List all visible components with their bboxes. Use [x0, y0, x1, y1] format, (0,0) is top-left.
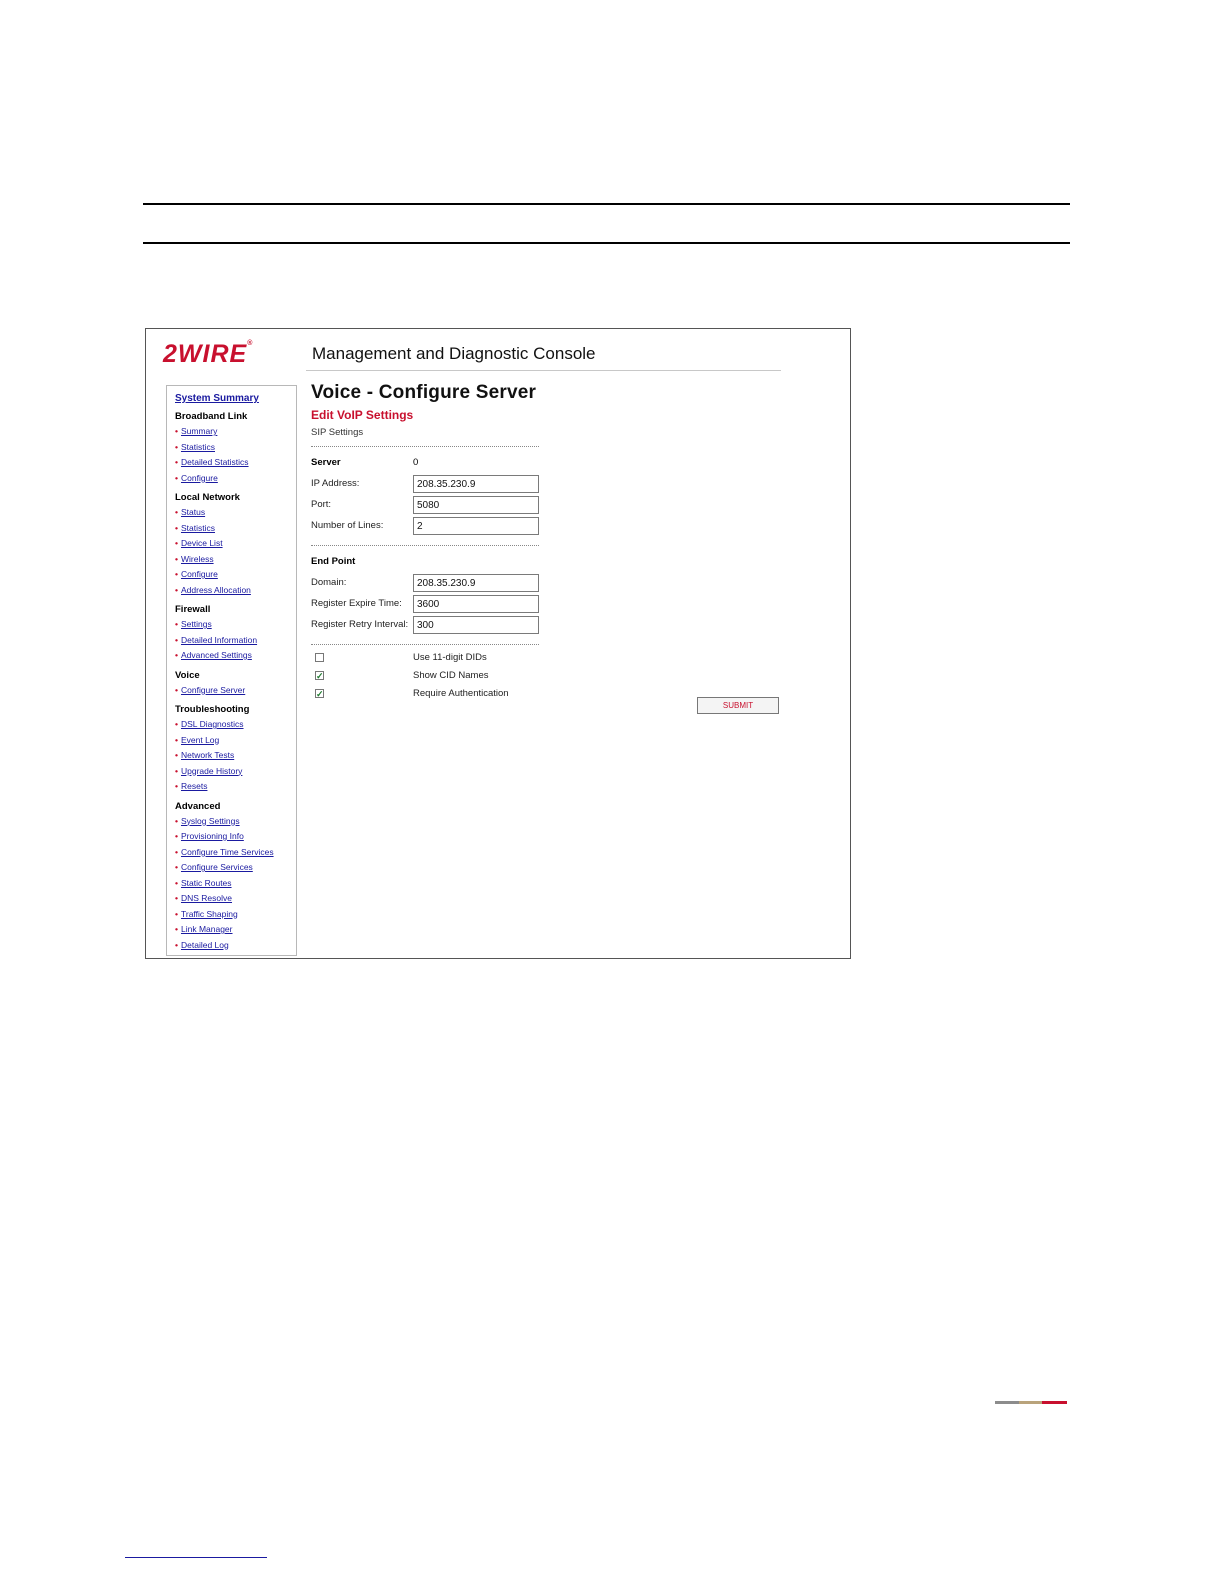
sidebar-link[interactable]: Configure — [180, 472, 218, 483]
sidebar-link[interactable]: Upgrade History — [180, 765, 243, 776]
retry-label: Register Retry Interval: — [311, 619, 409, 630]
sidebar-link[interactable]: Statistics — [180, 522, 215, 533]
bullet-icon: • — [175, 584, 178, 595]
sidebar-link[interactable]: Detailed Statistics — [180, 457, 249, 467]
sidebar-item — [175, 424, 296, 440]
footer-accent-gray — [995, 1401, 1019, 1404]
endpoint-label: End Point — [311, 556, 356, 567]
sidebar-item — [175, 536, 296, 552]
use-11-digit-label: Use 11-digit DIDs — [413, 652, 487, 663]
bullet-icon: • — [175, 634, 178, 645]
sidebar-link[interactable]: DNS Resolve — [180, 893, 233, 903]
sidebar-link[interactable]: Settings — [180, 619, 212, 629]
bullet-icon: • — [175, 908, 178, 919]
page-title: Voice - Configure Server — [311, 382, 537, 403]
use-11-digit-row — [311, 650, 731, 668]
domain-row — [311, 573, 731, 594]
sidebar-item — [175, 633, 296, 649]
sidebar-item — [175, 471, 296, 487]
sidebar-item — [175, 617, 296, 633]
bullet-icon: • — [175, 781, 178, 791]
domain-input[interactable] — [413, 574, 539, 592]
bullet-icon: • — [175, 684, 178, 695]
expire-label: Register Expire Time: — [311, 598, 402, 609]
bullet-icon: • — [175, 846, 178, 857]
nav-section — [175, 704, 296, 795]
bullet-icon: • — [175, 862, 178, 872]
sidebar-item — [175, 764, 296, 780]
header-divider — [306, 370, 781, 371]
sidebar-link[interactable]: Syslog Settings — [180, 815, 240, 826]
show-cid-row — [311, 668, 731, 686]
page-rule-middle — [143, 242, 1070, 244]
sidebar-item — [175, 567, 296, 583]
sidebar-link[interactable]: Statistics — [180, 441, 215, 452]
sidebar-item — [175, 779, 296, 795]
retry-input[interactable] — [413, 616, 539, 634]
sidebar-link[interactable]: Detailed Information — [180, 634, 258, 645]
page-rule-top — [143, 203, 1070, 205]
port-input[interactable] — [413, 496, 539, 514]
server-row — [311, 453, 731, 474]
require-auth-label: Require Authentication — [413, 688, 509, 699]
sidebar-nav — [166, 385, 297, 956]
retry-row — [311, 615, 731, 636]
sidebar-item — [175, 552, 296, 568]
sidebar-item — [175, 455, 296, 471]
bullet-icon: • — [175, 650, 178, 660]
bullet-icon: • — [175, 522, 178, 533]
server-label: Server — [311, 457, 341, 468]
nav-section — [175, 801, 296, 954]
sidebar-item-system-summary[interactable]: System Summary — [175, 393, 259, 404]
expire-row — [311, 594, 731, 615]
lines-row — [311, 516, 731, 537]
bullet-icon: • — [175, 815, 178, 826]
bullet-icon: • — [175, 569, 178, 579]
brand-logo: 2WIRE® — [163, 340, 253, 368]
sidebar-link[interactable]: Device List — [180, 538, 223, 548]
sip-settings-label: SIP Settings — [311, 427, 364, 438]
sidebar-item — [175, 907, 296, 923]
sidebar-link[interactable]: Static Routes — [180, 877, 232, 888]
nav-section — [175, 492, 296, 598]
footer-accent-red — [1042, 1401, 1067, 1404]
sidebar-link[interactable]: Traffic Shaping — [180, 908, 238, 919]
require-auth-row — [311, 686, 731, 704]
bullet-icon: • — [175, 750, 178, 760]
sidebar-item — [175, 814, 296, 830]
sidebar-link[interactable]: Configure Server — [180, 684, 246, 695]
sidebar-item — [175, 521, 296, 537]
endpoint-row — [311, 552, 731, 573]
sidebar-link[interactable]: Network Tests — [180, 750, 235, 760]
bullet-icon: • — [175, 507, 178, 517]
nav-section — [175, 670, 296, 699]
sidebar-item — [175, 748, 296, 764]
sidebar-item — [175, 860, 296, 876]
sidebar-link[interactable]: Status — [180, 507, 206, 517]
sidebar-link[interactable]: Advanced Settings — [180, 650, 252, 660]
sidebar-item — [175, 876, 296, 892]
sidebar-item — [175, 648, 296, 664]
sidebar-link[interactable]: Event Log — [180, 734, 220, 745]
sidebar-link[interactable]: Configure Services — [180, 862, 253, 872]
console-title: Management and Diagnostic Console — [312, 344, 596, 363]
use-11-digit-checkbox[interactable] — [315, 653, 324, 662]
sidebar-item — [175, 733, 296, 749]
bullet-icon: • — [175, 719, 178, 729]
port-row — [311, 495, 731, 516]
edit-voip-heading: Edit VoIP Settings — [311, 408, 414, 422]
port-label: Port: — [311, 499, 332, 510]
nav-section-title: Broadband Link — [175, 411, 248, 422]
sidebar-link[interactable]: Configure Time Services — [180, 846, 274, 857]
bullet-icon: • — [175, 457, 178, 467]
sidebar-item — [175, 938, 296, 954]
bullet-icon: • — [175, 939, 178, 950]
footer-link-underline — [125, 1557, 267, 1558]
nav-section-title: Troubleshooting — [175, 704, 250, 715]
show-cid-label: Show CID Names — [413, 670, 489, 681]
sidebar-item — [175, 505, 296, 521]
bullet-icon: • — [175, 734, 178, 745]
footer-accent-tan — [1019, 1401, 1042, 1404]
sidebar-link[interactable]: Configure — [180, 569, 218, 579]
lines-input[interactable] — [413, 517, 539, 535]
nav-section-title: Firewall — [175, 604, 211, 615]
bullet-icon: • — [175, 877, 178, 888]
expire-input[interactable] — [413, 595, 539, 613]
nav-section-title: Advanced — [175, 800, 221, 812]
sidebar-item — [175, 891, 296, 907]
nav-section — [175, 411, 296, 486]
sidebar-link[interactable]: Resets — [180, 781, 208, 791]
sidebar-item — [175, 683, 296, 699]
ip-address-input[interactable] — [413, 475, 539, 493]
sidebar-item — [175, 829, 296, 845]
ip-address-row — [311, 474, 731, 495]
sidebar-item — [175, 717, 296, 733]
sidebar-item — [175, 922, 296, 938]
sidebar-item — [175, 440, 296, 456]
bullet-icon: • — [175, 472, 178, 483]
bullet-icon: • — [175, 538, 178, 548]
nav-section — [175, 604, 296, 664]
bullet-icon: • — [175, 619, 178, 629]
domain-label: Domain: — [311, 577, 347, 588]
sidebar-link[interactable]: Wireless — [180, 553, 214, 564]
sidebar-link[interactable]: Summary — [180, 426, 218, 436]
sidebar-link[interactable]: Detailed Log — [180, 939, 229, 950]
sidebar-item — [175, 583, 296, 599]
bullet-icon: • — [175, 893, 178, 903]
sidebar-link[interactable]: Link Manager — [180, 924, 233, 934]
bullet-icon: • — [175, 924, 178, 934]
nav-section-title: Local Network — [175, 492, 240, 503]
ip-address-label: IP Address: — [311, 478, 360, 489]
bullet-icon: • — [175, 553, 178, 564]
sidebar-item — [175, 845, 296, 861]
lines-label: Number of Lines: — [311, 520, 384, 531]
submit-button[interactable]: SUBMIT — [697, 697, 779, 714]
sidebar-link[interactable]: DSL Diagnostics — [180, 719, 244, 729]
server-value: 0 — [413, 457, 419, 468]
require-auth-checkbox[interactable]: ✓ — [316, 689, 324, 699]
sidebar-link[interactable]: Address Allocation — [180, 584, 251, 595]
nav-section-title: Voice — [175, 669, 200, 681]
bullet-icon: • — [175, 441, 178, 452]
show-cid-checkbox[interactable]: ✓ — [316, 671, 324, 681]
sidebar-link[interactable]: Provisioning Info — [180, 831, 244, 841]
main-content — [311, 382, 754, 710]
bullet-icon: • — [175, 426, 178, 436]
bullet-icon: • — [175, 765, 178, 776]
bullet-icon: • — [175, 831, 178, 841]
console-screenshot — [145, 328, 851, 959]
nav-sections — [175, 411, 296, 953]
